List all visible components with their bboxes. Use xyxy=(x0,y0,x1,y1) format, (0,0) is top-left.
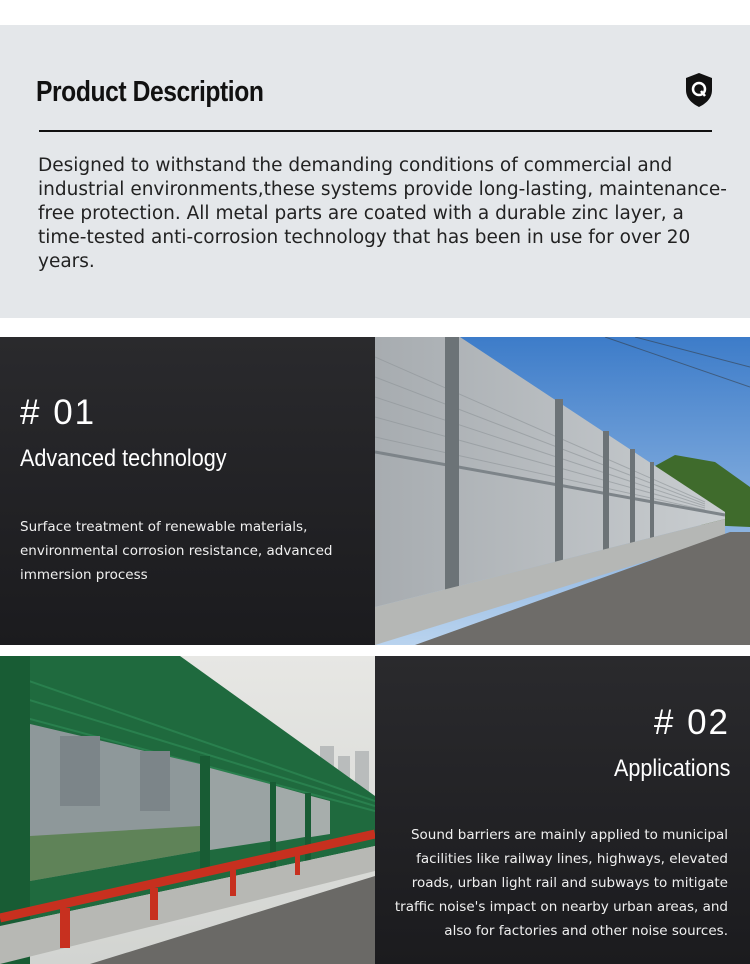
feature-text-panel xyxy=(0,337,375,645)
product-description-title: Product Description xyxy=(36,76,264,108)
feature-heading: Advanced technology xyxy=(20,445,227,472)
shield-q-icon xyxy=(684,72,714,108)
feature-description: Surface treatment of renewable materials, environmental corrosion resistance, advanced immersion process xyxy=(20,519,333,583)
product-description-text: Designed to withstand the demanding conditions of commercial and industrial environments,these systems provide long-lasting, maintenance-free protection. All metal parts are coated with a durable zinc layer, a time-tested anti-corrosion technology that has been in use for over 20 years. xyxy=(38,155,727,272)
feature-text-panel xyxy=(375,656,750,964)
sound-barrier-photo-elevated-road xyxy=(0,656,375,964)
feature-number: # 01 xyxy=(20,393,97,432)
feature-row-advanced-technology xyxy=(0,337,750,645)
feature-heading: Applications xyxy=(613,755,730,782)
feature-description: Sound barriers are mainly applied to municipal facilities like railway lines, highways, elevated roads, urban light rail and subways to mitigate traffic noise's impact on nearby urban areas, and also for factories and other noise sources. xyxy=(394,827,728,939)
feature-row-applications xyxy=(0,656,750,964)
sound-barrier-photo-highway xyxy=(375,337,750,645)
feature-number: # 02 xyxy=(653,703,730,742)
title-divider xyxy=(39,130,712,132)
